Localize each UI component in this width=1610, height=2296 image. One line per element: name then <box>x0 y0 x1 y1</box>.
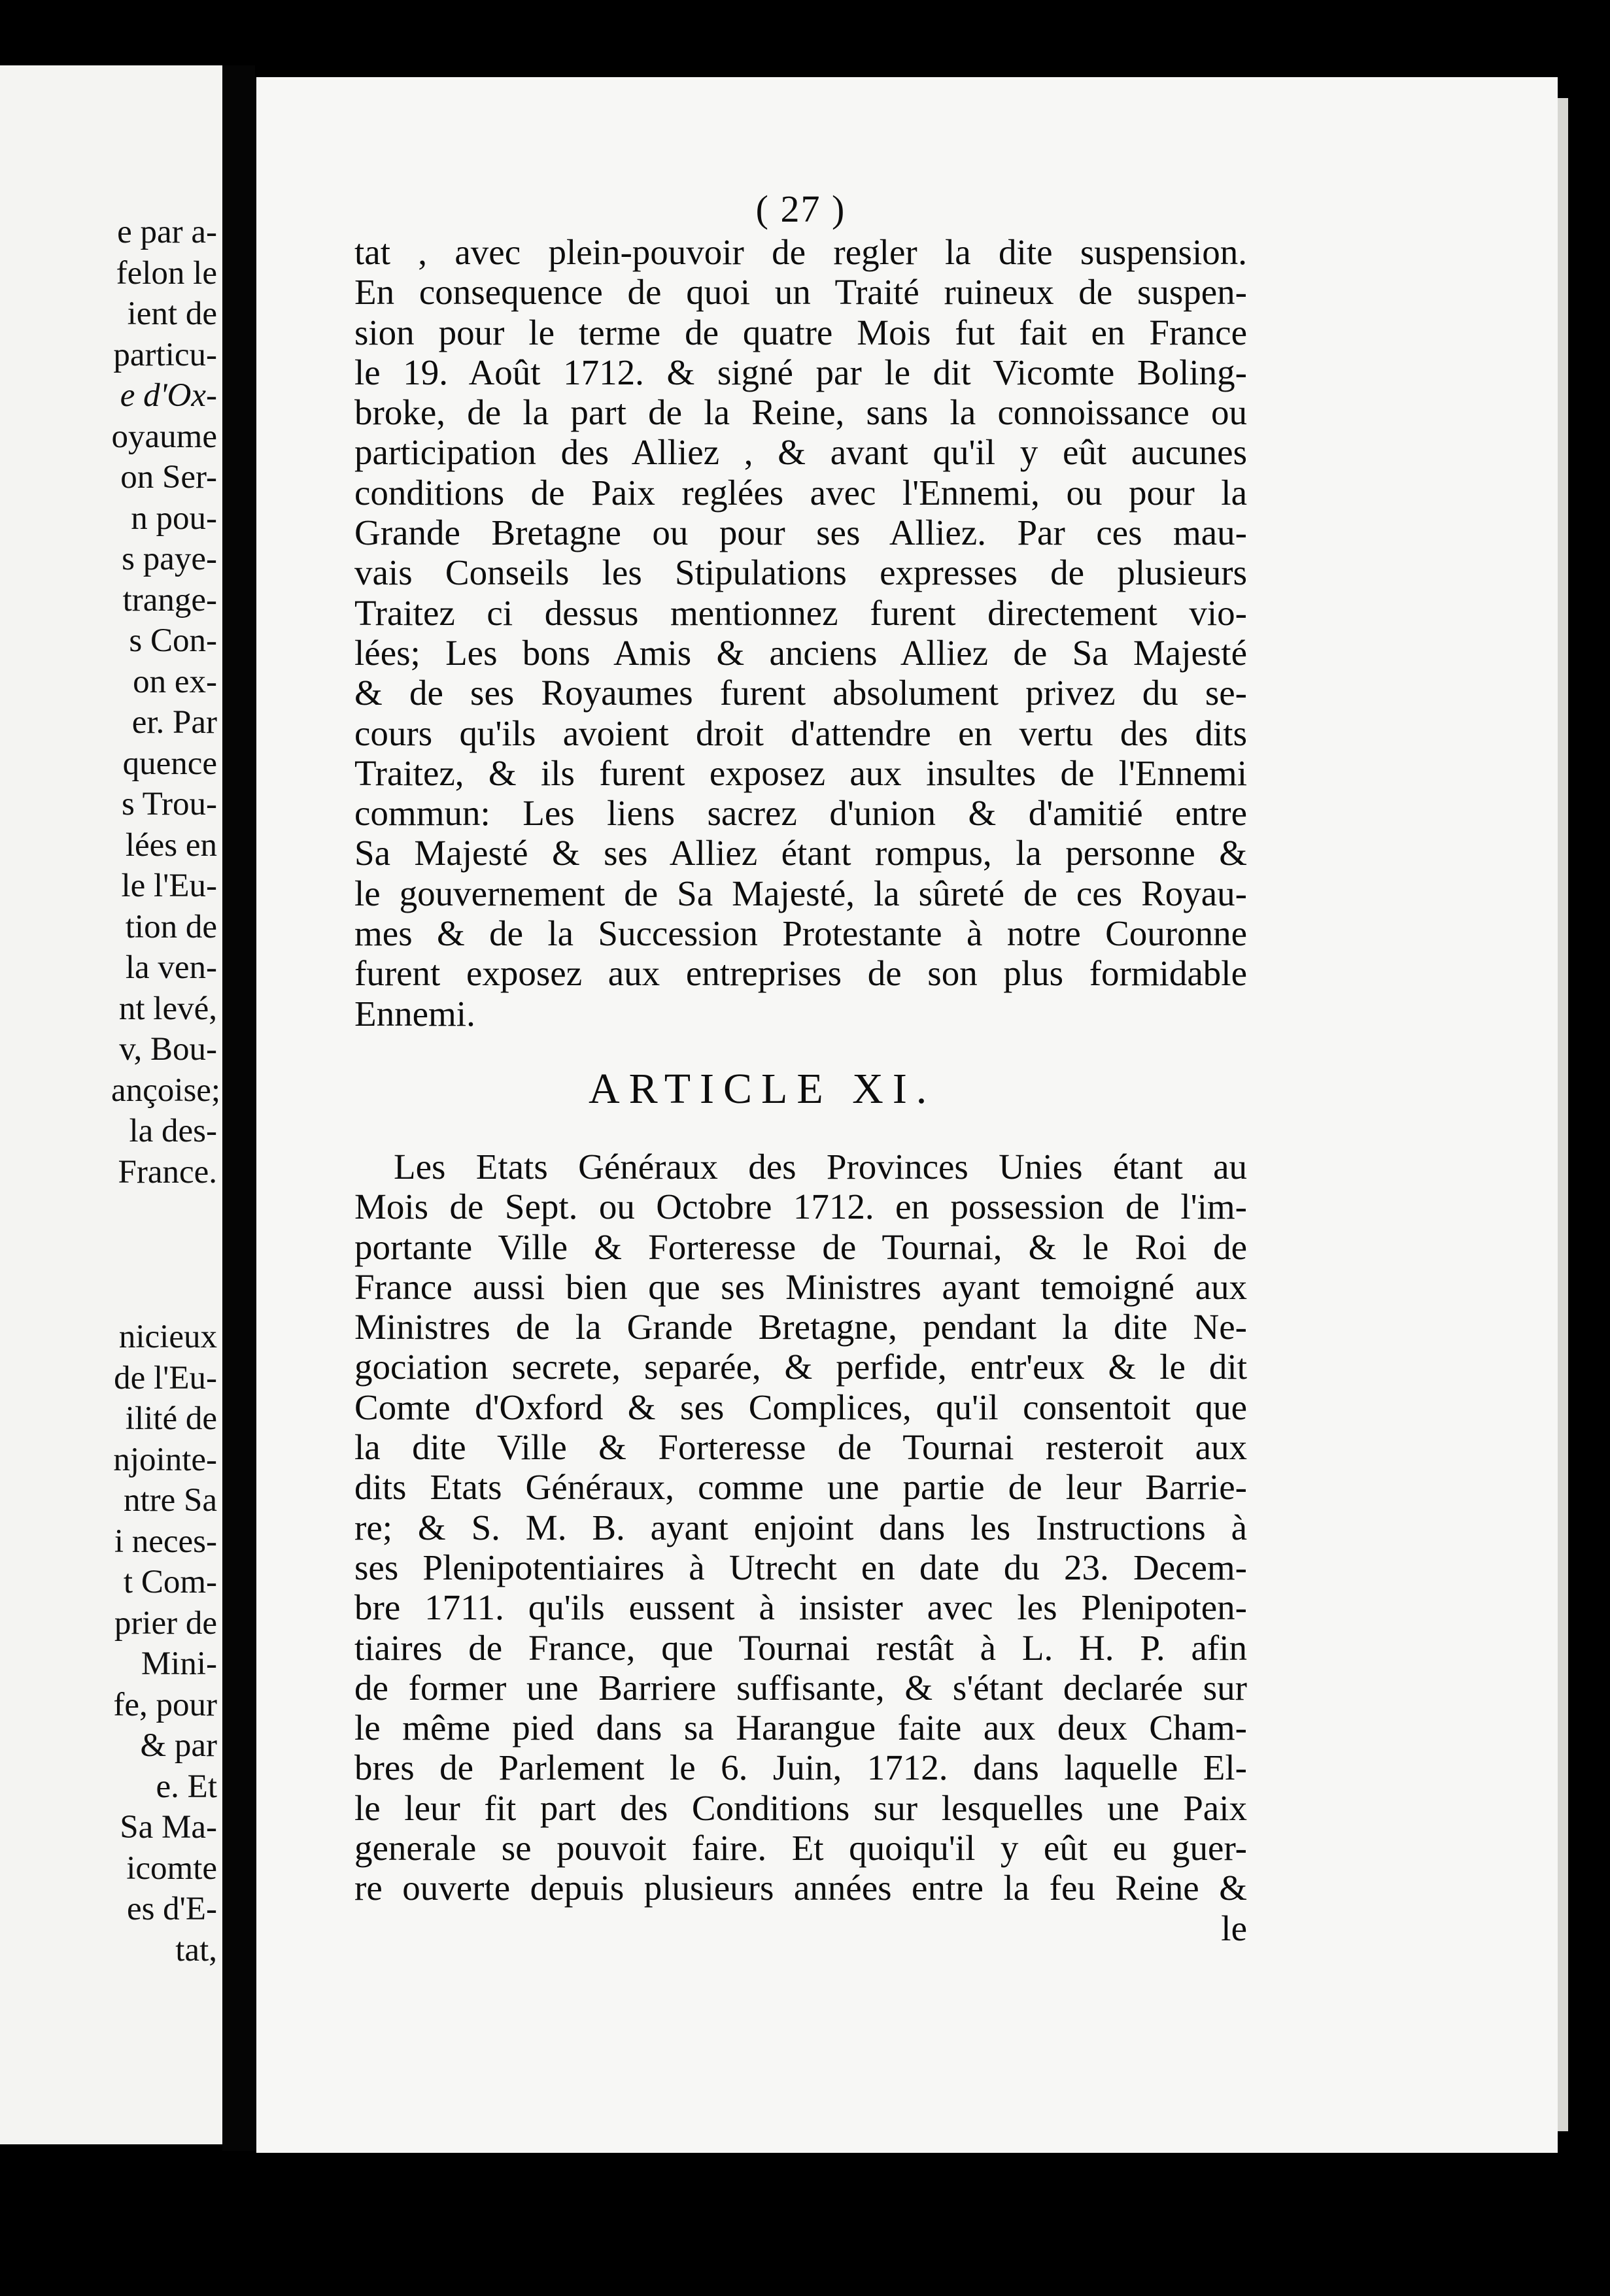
left-line: on ex- <box>133 663 217 700</box>
left-line: i neces- <box>114 1523 217 1560</box>
text-line: re ouverte depuis plusieurs années entre la feu Reine & <box>354 1868 1247 1908</box>
text-line: Sa Majesté & ses Alliez étant rompus, la personne & <box>354 833 1247 873</box>
text-line: le gouvernement de Sa Majesté, la sûreté de ces Royau- <box>354 873 1247 913</box>
text-line: gociation secrete, separée, & perfide, entr'eux & le dit <box>354 1347 1247 1387</box>
text-line: bre 1711. qu'ils eussent à insister avec les Plenipoten- <box>354 1587 1247 1628</box>
left-line: n pou- <box>131 499 217 537</box>
text-line: dits Etats Généraux, comme une partie de leur Barrie- <box>354 1467 1247 1508</box>
text-line: Grande Bretagne ou pour ses Alliez. Par ces mau- <box>354 513 1247 553</box>
text-line: Comte d'Oxford & ses Complices, qu'il consentoit que <box>354 1387 1247 1427</box>
left-line: s paye- <box>122 541 217 577</box>
left-line: & par <box>140 1727 217 1764</box>
left-line: trange- <box>122 581 217 618</box>
text-line: la dite Ville & Forteresse de Tournai resteroit aux <box>354 1427 1247 1468</box>
text-line: le même pied dans sa Harangue faite aux deux Cham- <box>354 1708 1247 1748</box>
text-line: sion pour le terme de quatre Mois fut fait en France <box>354 312 1247 352</box>
text-line: En consequence de quoi un Traité ruineux de suspen- <box>354 272 1247 312</box>
left-line: er. Par <box>131 704 217 741</box>
left-line: njointe- <box>113 1441 217 1478</box>
left-line: s Trou- <box>121 786 217 822</box>
text-line: Mois de Sept. ou Octobre 1712. en possession de l'im- <box>354 1187 1247 1227</box>
text-line: portante Ville & Forteresse de Tournai, & le Roi de <box>354 1226 1247 1267</box>
text-line: re; & S. M. B. ayant enjoint dans les Instructions à <box>354 1507 1247 1547</box>
text-line: cours qu'ils avoient droit d'attendre en vertu des dits <box>354 713 1247 753</box>
left-line: nt levé, <box>118 990 217 1027</box>
left-line: ient de <box>127 295 217 332</box>
left-line: on Ser- <box>120 459 217 496</box>
left-line: lées en <box>125 826 217 864</box>
text-line: tiaires de France, que Tournai restât à L. H. P. afin <box>354 1627 1247 1668</box>
left-page-text <box>111 212 222 1970</box>
left-line: fe, pour <box>113 1686 217 1723</box>
text-line: Ministres de la Grande Bretagne, pendant la dite Ne- <box>354 1307 1247 1347</box>
text-line: le leur fit part des Conditions sur lesquelles une Paix <box>354 1787 1247 1828</box>
left-page <box>0 65 222 2144</box>
text-line: Les Etats Généraux des Provinces Unies étant au <box>394 1146 1247 1187</box>
left-line: tat, <box>175 1931 217 1968</box>
left-line: nicieux <box>118 1319 217 1355</box>
article-heading: ARTICLE XI. <box>589 1064 936 1113</box>
left-line: ilité de <box>125 1400 217 1437</box>
left-line: de l'Eu- <box>114 1359 217 1396</box>
text-line: ses Plenipotentiaires à Utrecht en date du 23. Decem- <box>354 1547 1247 1587</box>
left-line: Sa Ma- <box>120 1809 217 1846</box>
text-line: Traitez ci dessus mentionnez furent directement vio- <box>354 592 1247 633</box>
left-line: oyaume <box>111 418 217 455</box>
text-line: lées; Les bons Amis & anciens Alliez de Sa Majesté <box>354 632 1247 673</box>
book-gutter <box>222 65 255 2151</box>
text-line: bres de Parlement le 6. Juin, 1712. dans laquelle El- <box>354 1747 1247 1788</box>
left-line: la des- <box>129 1113 217 1149</box>
left-line: tion de <box>125 908 217 945</box>
page-number: ( 27 ) <box>755 188 846 230</box>
text-line: le <box>1221 1908 1247 1948</box>
left-gap <box>111 1192 222 1317</box>
left-line: s Con- <box>129 622 217 659</box>
page-edge <box>1558 98 1568 2131</box>
text-line: le 19. Août 1712. & signé par le dit Vicomte Boling- <box>354 352 1247 392</box>
left-line: felon le <box>116 254 217 292</box>
paragraph-2 <box>354 1147 1247 1948</box>
left-line: e. Et <box>156 1768 217 1805</box>
text-line: vais Conseils les Stipulations expresses de plusieurs <box>354 552 1247 593</box>
left-line: icomte <box>126 1849 217 1887</box>
left-line: e d'Ox- <box>120 377 217 414</box>
text-line: Traitez, & ils furent exposez aux insultes de l'Ennemi <box>354 752 1247 793</box>
text-line: commun: Les liens sacrez d'union & d'amitié entre <box>354 793 1247 834</box>
text-line: France aussi bien que ses Ministres ayant temoigné aux <box>354 1266 1247 1307</box>
left-line: v, Bou- <box>119 1031 217 1068</box>
left-line: ntre Sa <box>123 1482 217 1519</box>
left-line: France. <box>118 1153 217 1190</box>
text-line: mes & de la Succession Protestante à notre Couronne <box>354 913 1247 954</box>
paragraph-1 <box>354 232 1247 1034</box>
left-line: e par a- <box>117 214 217 250</box>
left-line: le l'Eu- <box>121 868 217 904</box>
text-line: broke, de la part de la Reine, sans la connoissance ou <box>354 392 1247 433</box>
left-line: Mini- <box>141 1646 217 1682</box>
text-line: & de ses Royaumes furent absolument privez du se- <box>354 673 1247 713</box>
text-line: participation des Alliez , & avant qu'il y eût aucunes <box>354 432 1247 473</box>
left-line: es d'E- <box>126 1891 217 1927</box>
text-line: tat , avec plein-pouvoir de regler la dite suspension. <box>354 232 1247 272</box>
left-line: t Com- <box>123 1564 217 1600</box>
text-line: de former une Barriere suffisante, & s'étant declarée sur <box>354 1667 1247 1708</box>
left-line: la ven- <box>125 949 217 986</box>
text-line: furent exposez aux entreprises de son plus formidable <box>354 953 1247 994</box>
left-line: quence <box>122 745 217 782</box>
left-line: prier de <box>114 1604 217 1642</box>
left-line: particu- <box>113 336 217 373</box>
text-line: generale se pouvoit faire. Et quoiqu'il y eût eu guer- <box>354 1827 1247 1868</box>
left-line: ançoise; <box>111 1072 221 1109</box>
text-line: Ennemi. <box>354 993 475 1034</box>
page-text <box>354 186 1247 1948</box>
text-line: conditions de Paix reglées avec l'Ennemi, ou pour la <box>354 472 1247 513</box>
